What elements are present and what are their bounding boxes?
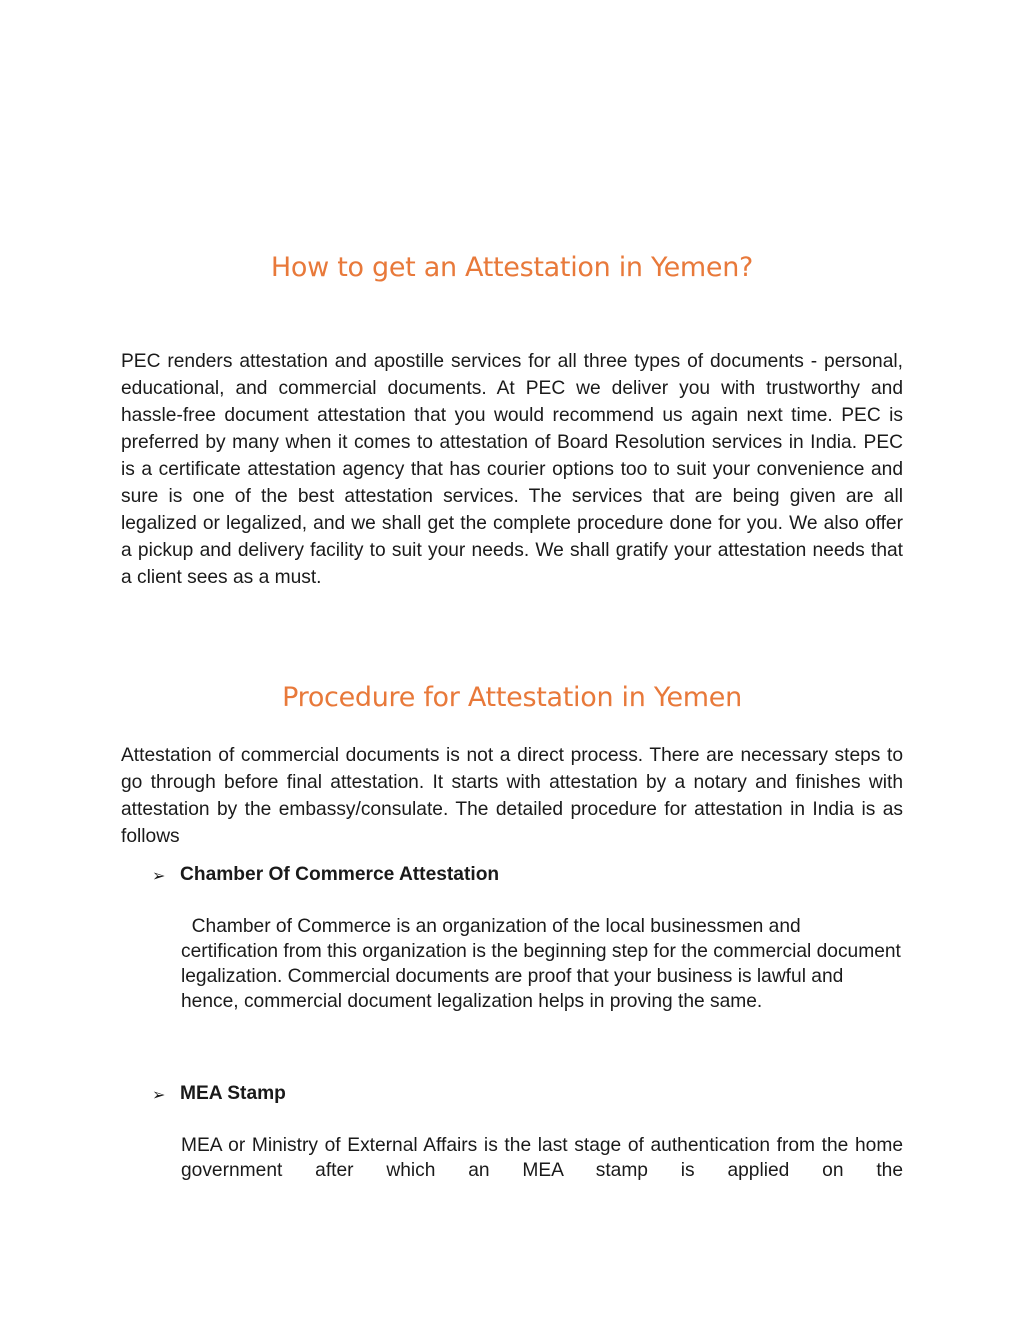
step-heading: Chamber Of Commerce Attestation (180, 864, 500, 885)
step-mea-stamp (152, 1083, 286, 1105)
step-description: MEA or Ministry of External Affairs is the last stage of authentication from the home government after which an MEA stamp is applied on the (181, 1135, 903, 1181)
arrow-bullet-icon: ➢ (152, 1084, 166, 1104)
step-text: Chamber of Commerce is an organization of the local businessmen and certification from this organization is the beginning step for the commercial document legalization. Commercial documents are proof that your business is lawful and hence, commercial document legalization helps in proving the same. (181, 916, 901, 1012)
step-chamber-of-commerce (152, 864, 499, 886)
procedure-heading: Procedure for Attestation in Yemen (282, 682, 742, 713)
step-description (181, 914, 903, 1014)
step-heading: MEA Stamp (180, 1083, 286, 1104)
procedure-paragraph: Attestation of commercial documents is not a direct process. There are necessary steps to go through before final attestation. It starts with attestation by a notary and finishes with attestation by the embassy/consulate. The detailed procedure for attestation in India is as follows (121, 745, 903, 847)
arrow-bullet-icon: ➢ (152, 865, 166, 885)
intro-paragraph: PEC renders attestation and apostille services for all three types of documents - personal, educational, and commercial documents. At PEC we deliver you with trustworthy and hassle-free document attestation that you would recommend us again next time. PEC is preferred by many when it comes to attestation of Board Resolution services in India. PEC is a certificate attestation agency that has courier options too to suit your convenience and sure is one of the best attestation services. The services that are being given are all legalized or legalized, and we shall get the complete procedure done for you. We also offer a pickup and delivery facility to suit your needs. We shall gratify your attestation needs that a client sees as a must. (121, 351, 903, 588)
page-title: How to get an Attestation in Yemen? (270, 252, 754, 283)
